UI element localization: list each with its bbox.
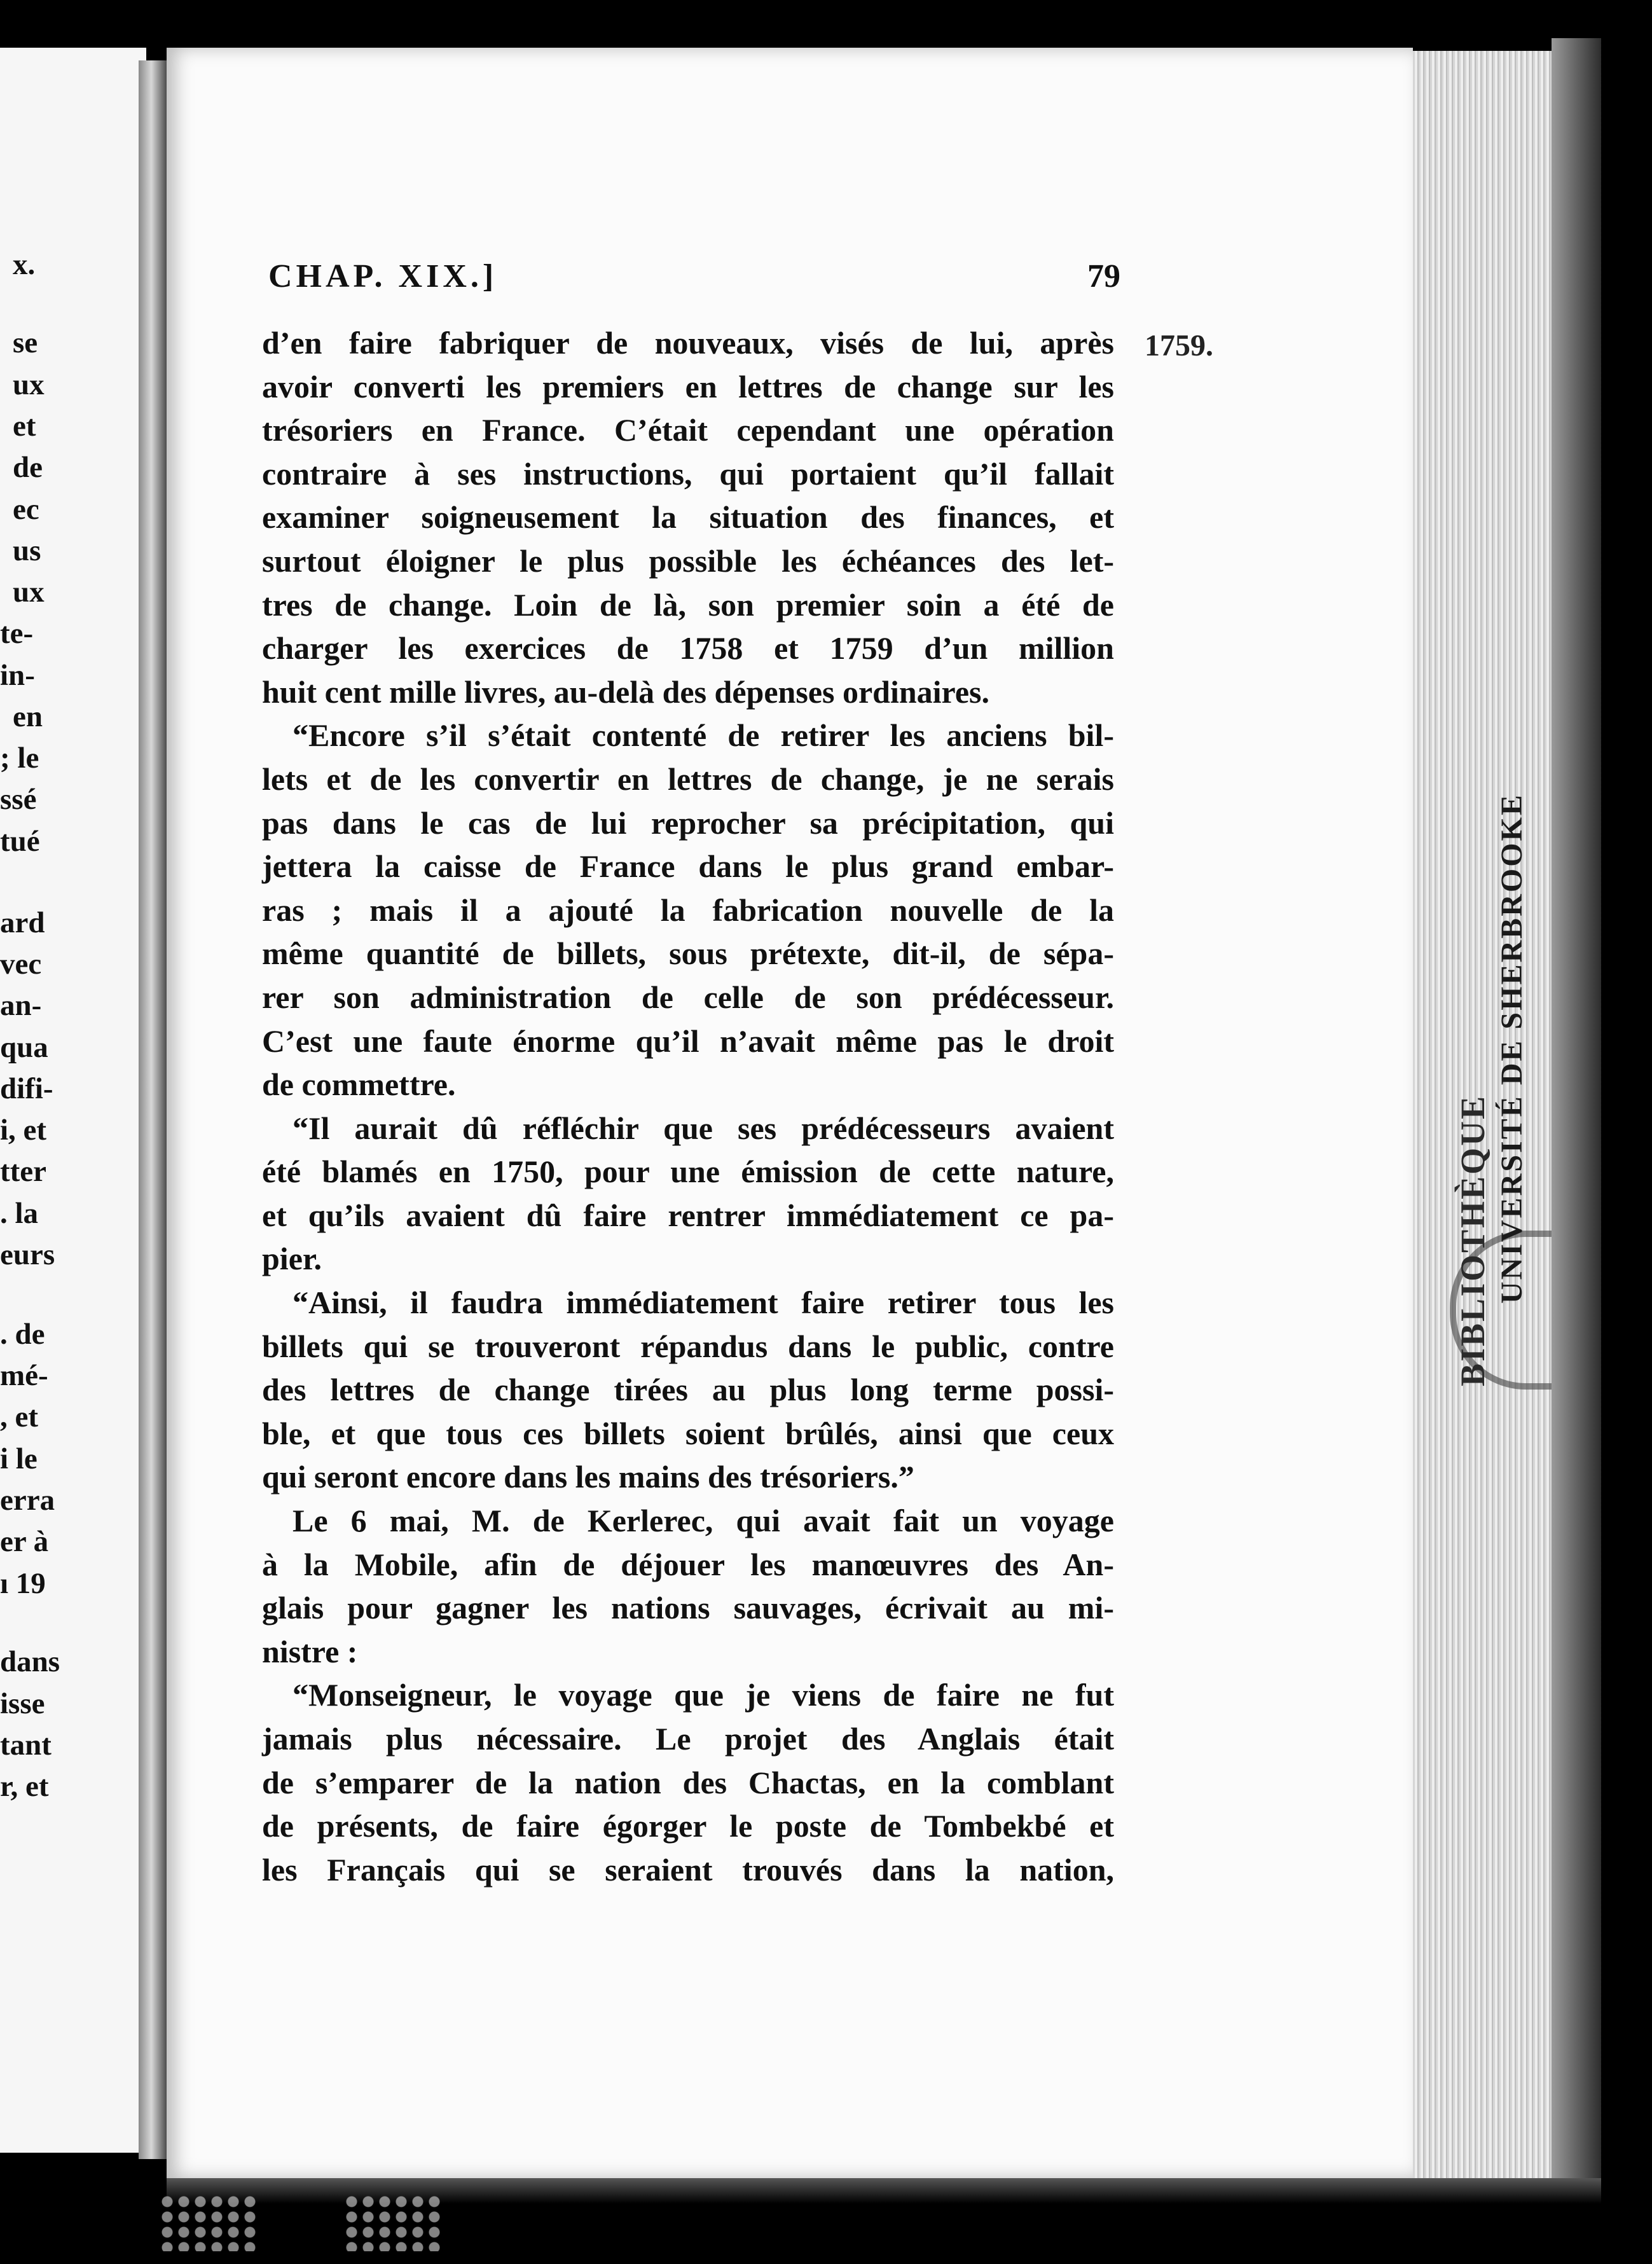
text-line: pier. bbox=[262, 1241, 322, 1277]
facing-page-fragment: r, et bbox=[0, 1770, 49, 1803]
text-line: Le 6 mai, M. de Kerlerec, qui avait fait un voyage bbox=[293, 1503, 1114, 1539]
text-line: “Ainsi, il faudra immédiatement faire retirer tous les bbox=[293, 1285, 1114, 1321]
text-line: même quantité de billets, sous prétexte, dit-il, de sépa- bbox=[262, 935, 1114, 972]
body-text bbox=[262, 321, 1114, 1891]
text-line: d’en faire fabriquer de nouveaux, visés de lui, après bbox=[262, 325, 1114, 361]
text-line: “Monseigneur, le voyage que je viens de faire ne fut bbox=[293, 1677, 1114, 1713]
facing-page-fragment: . la bbox=[0, 1197, 39, 1230]
text-line: surtout éloigner le plus possible les échéances des let- bbox=[262, 542, 1114, 579]
page-number: 79 bbox=[1087, 258, 1120, 294]
facing-page-fragment: us bbox=[13, 534, 41, 567]
facing-page-fragment: ux bbox=[13, 576, 45, 609]
facing-page-fragment: tant bbox=[0, 1729, 52, 1762]
facing-page-fragment: de bbox=[13, 451, 43, 484]
text-line: à la Mobile, afin de déjouer les manœuvres des An- bbox=[262, 1546, 1114, 1582]
facing-page-fragment: an- bbox=[0, 989, 42, 1022]
text-line: “Encore s’il s’était contenté de retirer les anciens bil- bbox=[293, 717, 1114, 754]
facing-page-fragment: mé- bbox=[0, 1359, 48, 1392]
facing-page-fragment: in- bbox=[0, 659, 35, 692]
text-line: qui seront encore dans les mains des trésoriers.” bbox=[262, 1459, 914, 1495]
text-line: pas dans le cas de lui reprocher sa précipitation, qui bbox=[262, 804, 1114, 841]
scan-border bbox=[1601, 0, 1652, 2264]
facing-page-fragment: tter bbox=[0, 1155, 47, 1188]
facing-page-fragment: x. bbox=[13, 248, 36, 281]
text-line: nistre : bbox=[262, 1633, 358, 1669]
facing-page-fragment: . de bbox=[0, 1318, 45, 1351]
text-line: huit cent mille livres, au-delà des dépenses ordinaires. bbox=[262, 673, 989, 710]
text-line: jamais plus nécessaire. Le projet des Anglais était bbox=[262, 1721, 1114, 1757]
facing-page-fragment: qua bbox=[0, 1031, 48, 1064]
text-line: ble, et que tous ces billets soient brûlés, ainsi que ceux bbox=[262, 1415, 1114, 1451]
scan-debris bbox=[159, 2194, 261, 2251]
scan-debris bbox=[343, 2194, 445, 2251]
text-line: billets qui se trouveront répandus dans le public, contre bbox=[262, 1328, 1114, 1364]
text-line: ras ; mais il a ajouté la fabrication nouvelle de la bbox=[262, 892, 1114, 928]
facing-page-fragment: i, et bbox=[0, 1114, 47, 1147]
chapter-heading: CHAP. XIX.] bbox=[268, 258, 498, 294]
facing-page-fragment: et bbox=[13, 410, 36, 443]
facing-page-fragment: er à bbox=[0, 1525, 49, 1558]
text-line: avoir converti les premiers en lettres de change sur les bbox=[262, 368, 1114, 404]
facing-page-fragment: ssé bbox=[0, 783, 37, 816]
facing-page-left bbox=[0, 48, 146, 2153]
text-line: trésoriers en France. C’était cependant une opération bbox=[262, 412, 1114, 448]
text-line: été blamés en 1750, pour une émission de cette nature, bbox=[262, 1154, 1114, 1190]
facing-page-fragment: te- bbox=[0, 617, 34, 650]
facing-page-fragment: eurs bbox=[0, 1238, 55, 1271]
book-page bbox=[167, 48, 1413, 2178]
text-line: C’est une faute énorme qu’il n’avait même pas le droit bbox=[262, 1023, 1114, 1059]
facing-page-fragment: dans bbox=[0, 1645, 60, 1678]
margin-year-note: 1759. bbox=[1145, 329, 1213, 362]
text-line: tres de change. Loin de là, son premier soin a été de bbox=[262, 586, 1114, 623]
facing-page-fragment: , et bbox=[0, 1400, 39, 1433]
text-line: jettera la caisse de France dans le plus grand embar- bbox=[262, 848, 1114, 885]
text-line: charger les exercices de 1758 et 1759 d’un million bbox=[262, 630, 1114, 666]
facing-page-fragment: se bbox=[13, 326, 38, 359]
facing-page-fragment: tué bbox=[0, 825, 40, 858]
text-line: examiner soigneusement la situation des finances, et bbox=[262, 499, 1114, 535]
facing-page-fragment: ; le bbox=[0, 742, 39, 775]
library-stamp-line-2: UNIVERSITÉ DE SHERBROOKE bbox=[1495, 793, 1529, 1304]
text-line: rer son administration de celle de son prédécesseur. bbox=[262, 979, 1114, 1015]
text-line: des lettres de change tirées au plus long terme possi- bbox=[262, 1372, 1114, 1408]
facing-page-fragment: difi- bbox=[0, 1072, 53, 1105]
facing-page-fragment: ec bbox=[13, 493, 39, 526]
text-line: de commettre. bbox=[262, 1066, 456, 1103]
facing-page-fragment: ard bbox=[0, 906, 45, 939]
text-line: les Français qui se seraient trouvés dans la nation, bbox=[262, 1851, 1114, 1888]
facing-page-fragment: erra bbox=[0, 1484, 55, 1517]
facing-page-fragment: isse bbox=[0, 1687, 45, 1720]
text-line: contraire à ses instructions, qui portaient qu’il fallait bbox=[262, 455, 1114, 492]
facing-page-fragment: ux bbox=[13, 368, 45, 401]
facing-page-fragment: ı 19 bbox=[0, 1567, 46, 1600]
text-line: lets et de les convertir en lettres de change, je ne serais bbox=[262, 761, 1114, 797]
text-line: “Il aurait dû réfléchir que ses prédécesseurs avaient bbox=[293, 1110, 1114, 1146]
text-line: glais pour gagner les nations sauvages, écrivait au mi- bbox=[262, 1590, 1114, 1626]
book-gutter bbox=[139, 60, 170, 2159]
fore-edge-shadow bbox=[1552, 38, 1602, 2188]
facing-page-fragment: i le bbox=[0, 1442, 38, 1475]
facing-page-fragment: en bbox=[13, 700, 43, 733]
text-line: de s’emparer de la nation des Chactas, en la comblant bbox=[262, 1764, 1114, 1800]
library-stamp-line-1: BIBLIOTHÈQUE bbox=[1454, 1094, 1492, 1386]
facing-page-fragment: vec bbox=[0, 948, 42, 981]
text-line: de présents, de faire égorger le poste de Tombekbé et bbox=[262, 1808, 1114, 1844]
text-line: et qu’ils avaient dû faire rentrer immédiatement ce pa- bbox=[262, 1197, 1114, 1233]
